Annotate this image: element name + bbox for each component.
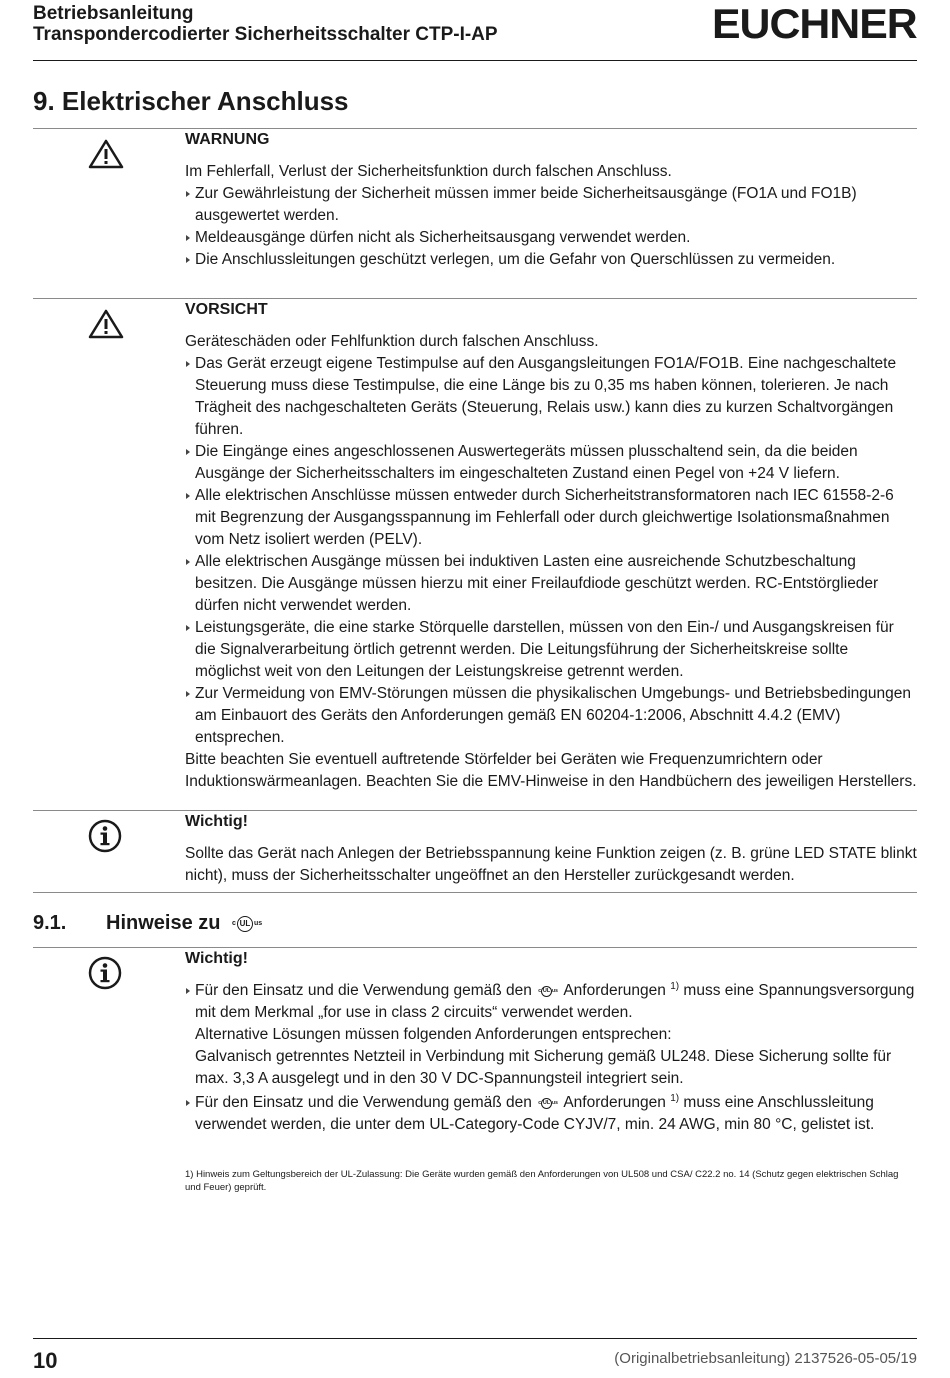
warning-bullet: Die Anschlussleitungen geschützt verlegen, um die Gefahr von Querschlüssen zu vermeiden. <box>185 249 917 271</box>
page-number: 10 <box>33 1348 58 1373</box>
caution-box <box>33 298 917 793</box>
caution-triangle-icon <box>88 309 124 344</box>
cul-us-label: us <box>552 988 558 994</box>
important-content <box>185 811 917 887</box>
caution-bullet: Das Gerät erzeugt eigene Testimpulse auf den Ausgangsleitungen FO1A/FO1B. Eine nachgeschaltete Steuerung muss diese Testimpulse, die eine Länge bis zu 0,35 ms haben können, tolerieren. Je nach Trägheit des nachgeschalteten Geräts (Steuerung, Relais usw.) kann dies zu kurzen Schaltvorgängen führen. <box>185 353 917 441</box>
info-icon <box>88 819 122 858</box>
cul-ul-label: UL <box>541 986 552 997</box>
warning-content <box>185 129 917 271</box>
ul-bullet-text: Galvanisch getrenntes Netzteil in Verbindung mit Sicherung gemäß UL248. Diese Sicherung sollte für max. 3,3 A ausgelegt und in den 30 V DC-Spannungsteil integriert sein. <box>195 1048 892 1088</box>
warning-box <box>33 128 917 281</box>
caution-outro: Bitte beachten Sie eventuell auftretende Störfelder bei Geräten wie Frequenzumrichtern oder Induktionswärmeanlagen. Beachten Sie die EMV-Hinweise in den Handbüchern des jeweiligen Herstellers. <box>185 751 917 790</box>
info-icon <box>88 956 122 995</box>
footnote-ref: 1) <box>670 1093 680 1105</box>
important-text: Sollte das Gerät nach Anlegen der Betriebsspannung keine Funktion zeigen (z. B. grüne LED STATE blinkt nicht), muss der Sicherheitsschalter ungeöffnet an den Hersteller zurückgesandt werden. <box>185 845 917 884</box>
footnote: 1) Hinweis zum Geltungsbereich der UL-Zulassung: Die Geräte wurden gemäß den Anforderungen von UL508 und CSA/ C22.2 no. 14 (Schutz gegen elektrischen Schlag und Feuer) geprüft. <box>185 1169 899 1193</box>
cul-us-mark-icon <box>538 980 558 1002</box>
ul-bullet <box>185 980 917 1090</box>
ul-bullet <box>185 1092 917 1136</box>
cul-us-label: us <box>253 920 263 928</box>
warning-bullet: Meldeausgänge dürfen nicht als Sicherheitsausgang verwendet werden. <box>185 227 917 249</box>
subsection-heading <box>33 912 262 935</box>
cul-c-label: c <box>538 1100 542 1107</box>
ul-bullet-text: Anforderungen <box>563 982 666 1000</box>
caution-content <box>185 299 917 793</box>
caution-intro: Geräteschäden oder Fehlfunktion durch falschen Anschluss. <box>185 333 599 350</box>
subsection-number: 9.1. <box>33 912 67 934</box>
warning-bullet: Zur Gewährleistung der Sicherheit müssen immer beide Sicherheitsausgänge (FO1A und FO1B) ausgewertet werden. <box>185 183 917 227</box>
cul-c-label: c <box>538 988 542 994</box>
caution-title: VORSICHT <box>185 301 268 318</box>
divider <box>33 892 917 893</box>
subsection-title: Hinweise zu <box>106 912 221 934</box>
document-reference: (Originalbetriebsanleitung) 2137526-05-05/19 <box>614 1350 917 1367</box>
ul-bullet-text: Alternative Lösungen müssen folgenden Anforderungen entsprechen: <box>195 1026 672 1044</box>
ul-bullet-text: muss eine Spannungsversorgung mit dem Merkmal „for use in class 2 circuits“ verwendet werden. <box>195 982 915 1022</box>
cul-us-mark-icon <box>538 1092 558 1114</box>
euchner-logo: EUCHNER <box>712 0 917 47</box>
caution-bullet: Zur Vermeidung von EMV-Störungen müssen die physikalischen Umgebungs- und Betriebsbedingungen am Einbauort des Geräts den Anforderungen gemäß EN 60204-1:2006, Abschnitt 4.4.2 (EMV) entsprechen. <box>185 683 917 749</box>
header-doc-type: Betriebsanleitung <box>33 3 194 24</box>
important-title: Wichtig! <box>185 813 248 830</box>
ul-bullet-text: Für den Einsatz und die Verwendung gemäß den <box>195 982 532 1000</box>
cul-ul-label: UL <box>541 1098 552 1109</box>
cul-c-label: c <box>232 920 236 928</box>
cul-ul-label: UL <box>237 916 253 932</box>
cul-us-label: us <box>552 1100 558 1107</box>
section-heading: 9. Elektrischer Anschluss <box>33 86 349 116</box>
warning-title: WARNUNG <box>185 131 270 148</box>
footnote-ref: 1) <box>670 981 680 992</box>
warning-triangle-icon <box>88 139 124 174</box>
caution-bullet: Alle elektrischen Anschlüsse müssen entweder durch Sicherheitstransformatoren nach IEC 61558-2-6 mit Begrenzung der Ausgangsspannung im Fehlerfall oder durch gleichwertige Isolationsmaßnahmen vom Netz isoliert werden (PELV). <box>185 485 917 551</box>
ul-bullet-text: Für den Einsatz und die Verwendung gemäß den <box>195 1094 532 1112</box>
footer-divider <box>33 1338 917 1339</box>
warning-intro: Im Fehlerfall, Verlust der Sicherheitsfunktion durch falschen Anschluss. <box>185 163 672 180</box>
caution-bullet: Leistungsgeräte, die eine starke Störquelle darstellen, müssen von den Ein-/ und Ausgangskreisen für die Signalverarbeitung örtlich getrennt werden. Die Leitungsführung der Sicherheitskreise sollte möglichst weit von den Leitungen der Leistungskreise getrennt werden. <box>185 617 917 683</box>
ul-bullet-text: Anforderungen <box>563 1094 666 1112</box>
important-ul-content <box>185 948 917 1136</box>
important-box-ul <box>33 947 917 1153</box>
caution-bullet: Alle elektrischen Ausgänge müssen bei induktiven Lasten eine ausreichende Schutzbeschaltung besitzen. Die Ausgänge müssen hierzu mit einer Freilaufdiode geschützt werden. RC-Entstörglieder dürfen nicht verwendet werden. <box>185 551 917 617</box>
header-product-title: Transpondercodierter Sicherheitsschalter CTP-I-AP <box>33 24 498 45</box>
important-ul-title: Wichtig! <box>185 950 248 967</box>
ul-bullet-text: muss eine Anschlussleitung verwendet werden, die unter dem UL-Category-Code CYJV/7, min. 24 AWG, min 80 °C, gelistet ist. <box>195 1094 875 1134</box>
page-header <box>33 0 917 61</box>
important-box <box>33 810 917 893</box>
cul-us-mark-icon <box>232 916 262 932</box>
caution-bullet: Die Eingänge eines angeschlossenen Auswertegeräts müssen plusschaltend sein, da die beiden Ausgänge der Sicherheitsschalters im eingeschalteten Zustand einen Pegel von +24 V liefern. <box>185 441 917 485</box>
